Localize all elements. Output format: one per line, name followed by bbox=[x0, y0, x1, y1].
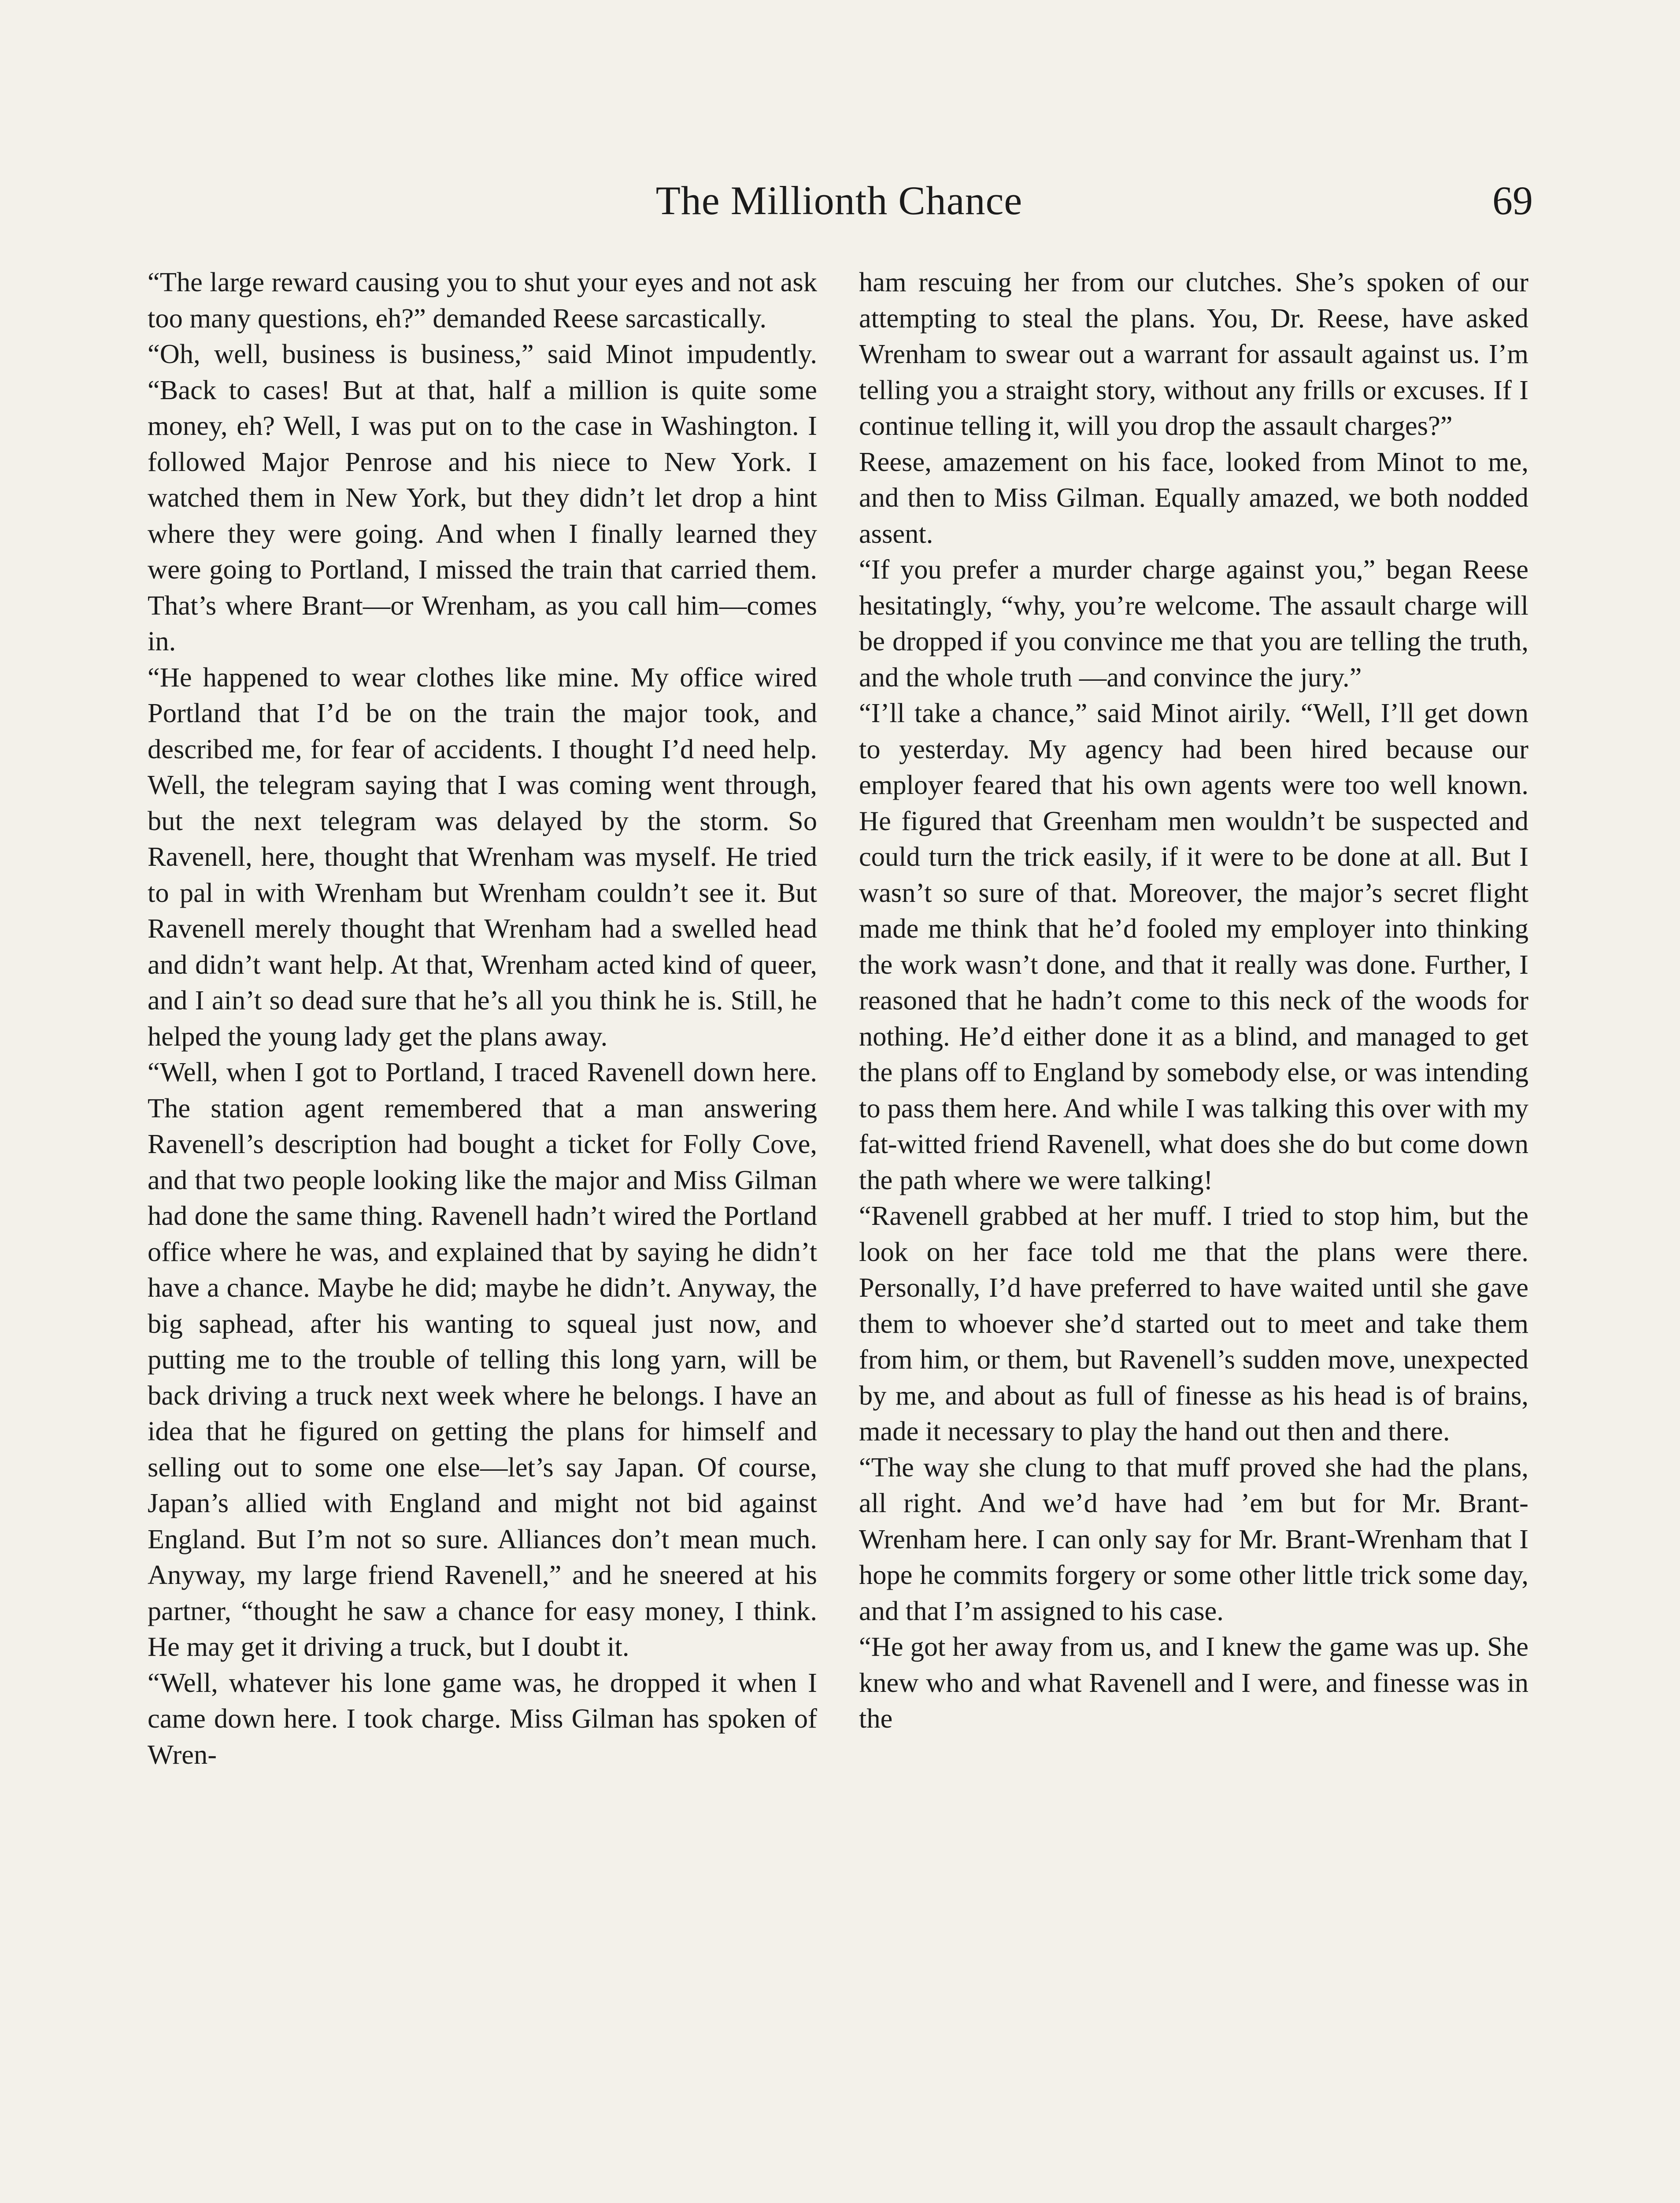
paragraph: “He happened to wear clothes like mine. My office wired Portland that I’d be on the train the major took, and described me, for fear of accidents. I thought I’d need help. Well, the telegram saying that I was coming went through, but the next telegram was delayed by the storm. So Ravenell, here, thought that Wrenham was myself. He tried to pal in with Wrenham but Wrenham couldn’t see it. But Ravenell merely thought that Wrenham had a swelled head and didn’t want help. At that, Wrenham acted kind of queer, and I ain’t so dead sure that he’s all you think he is. Still, he helped the young lady get the plans away. bbox=[148, 661, 817, 1052]
paragraph: “If you prefer a murder charge against you,” began Reese hesitatingly, “why, you’re welcome. The assault charge will be dropped if you convince me that you are telling the truth, and the whole truth —and convince the jury.” bbox=[859, 554, 1528, 693]
left-column bbox=[148, 264, 817, 1773]
paragraph: “I’ll take a chance,” said Minot airily. “Well, I’ll get down to yesterday. My agency had been hired because our employer feared that his own agents were too well known. He figured that Greenham men wouldn’t be suspected and could turn the trick easily, if it were to be done at all. But I wasn’t so sure of that. Moreover, the major’s secret flight made me think that he’d fooled my employer into thinking the work wasn’t done, and that it really was done. Further, I reasoned that he hadn’t come to this neck of the woods for nothing. He’d either done it as a blind, and managed to get the plans off to England by somebody else, or was intending to pass them here. And while I was talking this over with my fat-witted friend Ravenell, what does she do but come down the path where we were talking! bbox=[859, 697, 1528, 1195]
page-title: The Millionth Chance bbox=[655, 178, 1023, 223]
paragraph: “The large reward causing you to shut your eyes and not ask too many questions, eh?” demanded Reese sarcastically. bbox=[148, 267, 817, 334]
page-number: 69 bbox=[1492, 178, 1533, 223]
paragraph: “Oh, well, business is business,” said Minot impudently. “Back to cases! But at that, half a million is quite some money, eh? Well, I was put on to the case in Washington. I followed Major Penrose and his niece to New York. I watched them in New York, but they didn’t let drop a hint where they were going. And when I finally learned they were going to Portland, I missed the train that carried them. That’s where Brant—or Wrenham, as you call him—comes in. bbox=[148, 338, 817, 656]
paragraph: Reese, amazement on his face, looked from Minot to me, and then to Miss Gilman. Equally amazed, we both nodded assent. bbox=[859, 446, 1528, 549]
page-header bbox=[145, 167, 1533, 234]
paragraph: “Ravenell grabbed at her muff. I tried to stop him, but the look on her face told me that the plans were there. Personally, I’d have preferred to have waited until she gave them to whoever she’d started out to meet and take them from him, or them, but Ravenell’s sudden move, unexpected by me, and about as full of finesse as his head is of brains, made it necessary to play the hand out then and there. bbox=[859, 1200, 1528, 1446]
right-column bbox=[859, 264, 1528, 1737]
paragraph: “Well, whatever his lone game was, he dropped it when I came down here. I took charge. Miss Gilman has spoken of Wren- bbox=[148, 1667, 817, 1770]
paragraph: “He got her away from us, and I knew the game was up. She knew who and what Ravenell and I were, and finesse was in the bbox=[859, 1631, 1528, 1734]
paragraph: “Well, when I got to Portland, I traced Ravenell down here. The station agent remembered that a man answering Ravenell’s description had bought a ticket for Folly Cove, and that two people looking like the major and Miss Gilman had done the same thing. Ravenell hadn’t wired the Portland office where he was, and explained that by saying he didn’t have a chance. Maybe he did; maybe he didn’t. Anyway, the big saphead, after his wanting to squeal just now, and putting me to the trouble of telling this long yarn, will be back driving a truck next week where he belongs. I have an idea that he figured on getting the plans for himself and selling out to some one else—let’s say Japan. Of course, Japan’s allied with England and might not bid against England. But I’m not so sure. Alliances don’t mean much. Anyway, my large friend Ravenell,” and he sneered at his partner, “thought he saw a chance for easy money, I think. He may get it driving a truck, but I doubt it. bbox=[148, 1057, 817, 1662]
paragraph: ham rescuing her from our clutches. She’s spoken of our attempting to steal the plans. You, Dr. Reese, have asked Wrenham to swear out a warrant for assault against us. I’m telling you a straight story, without any frills or excuses. If I continue telling it, will you drop the assault charges?” bbox=[859, 267, 1528, 441]
paragraph: “The way she clung to that muff proved she had the plans, all right. And we’d have had ’em but for Mr. Brant-Wrenham here. I can only say for Mr. Brant-Wrenham that I hope he commits forgery or some other little trick some day, and that I’m assigned to his case. bbox=[859, 1451, 1528, 1626]
